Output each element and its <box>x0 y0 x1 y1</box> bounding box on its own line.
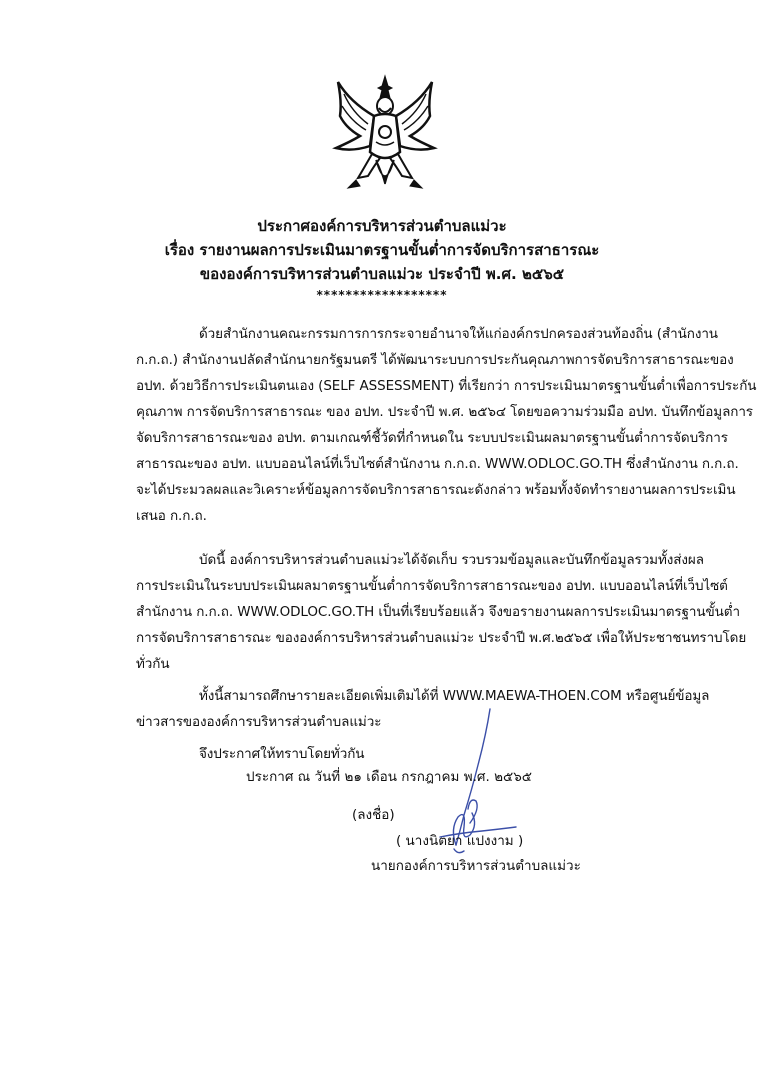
paragraph-line: จะได้ประมวลผลและวิเคราะห์ข้อมูลการจัดบริการสาธารณะดังกล่าว พร้อมทั้งจัดทำรายงานผลการประเมิน <box>136 482 736 498</box>
garuda-emblem-icon <box>330 72 440 202</box>
paragraph-line: การจัดบริการสาธารณะ ขององค์การบริหารส่วนตำบลแม่วะ ประจำปี พ.ศ.๒๕๖๕ เพื่อให้ประชาชนทราบโดย <box>136 630 747 646</box>
announcement-title: ประกาศองค์การบริหารส่วนตำบลแม่วะ <box>257 217 507 235</box>
announcement-date: ประกาศ ณ วันที่ ๒๑ เดือน กรกฎาคม พ.ศ. ๒๕๖๕ <box>246 769 532 785</box>
paragraph-line: บัดนี้ องค์การบริหารส่วนตำบลแม่วะได้จัดเก็บ รวบรวมข้อมูลและบันทึกข้อมูลรวมทั้งส่งผล <box>199 552 704 568</box>
paragraph-line: จัดบริการสาธารณะของ อปท. ตามเกณฑ์ชี้วัดที่กำหนดใน ระบบประเมินผลมาตรฐานขั้นต่ำการจัดบริการ <box>136 430 728 446</box>
paragraph-line: สาธารณะของ อปท. แบบออนไลน์ที่เว็บไซต์สำนักงาน ก.ก.ถ. WWW.ODLOC.GO.TH ซึ่งสำนักงาน ก.ก.ถ. <box>136 456 739 472</box>
paragraph-line: ข่าวสารขององค์การบริหารส่วนตำบลแม่วะ <box>136 714 382 730</box>
header-divider: ****************** <box>316 288 448 302</box>
signatory-position: นายกองค์การบริหารส่วนตำบลแม่วะ <box>371 858 581 874</box>
paragraph-line: คุณภาพ การจัดบริการสาธารณะ ของ อปท. ประจำปี พ.ศ. ๒๕๖๔ โดยขอความร่วมมือ อปท. บันทึกข้อมูลการ <box>136 404 753 420</box>
paragraph-line: ก.ก.ถ.) สำนักงานปลัดสำนักนายกรัฐมนตรี ได้พัฒนาระบบการประกันคุณภาพการจัดบริการสาธารณะของ <box>136 352 734 368</box>
announcement-subject: เรื่อง รายงานผลการประเมินมาตรฐานขั้นต่ำการจัดบริการสาธารณะ <box>164 241 600 259</box>
signed-label: (ลงชื่อ) <box>352 807 395 823</box>
paragraph-line: อปท. ด้วยวิธีการประเมินตนเอง (SELF ASSESSMENT) ที่เรียกว่า การประเมินมาตรฐานขั้นต่ำเพื่อการประกัน <box>136 378 757 394</box>
signatory-name: ( นางนิตยา แปงงาม ) <box>396 833 524 849</box>
paragraph-line: สำนักงาน ก.ก.ถ. WWW.ODLOC.GO.TH เป็นที่เรียบร้อยแล้ว จึงขอรายงานผลการประเมินมาตรฐานขั้นต่ำ <box>136 604 741 620</box>
paragraph-line: เสนอ ก.ก.ถ. <box>136 508 207 524</box>
paragraph-line: การประเมินในระบบประเมินผลมาตรฐานขั้นต่ำการจัดบริการสาธารณะของ อปท. แบบออนไลน์ที่เว็บไซต์ <box>136 578 728 594</box>
closing-statement: จึงประกาศให้ทราบโดยทั่วกัน <box>199 746 365 762</box>
announcement-subject-continued: ขององค์การบริหารส่วนตำบลแม่วะ ประจำปี พ.ศ. ๒๕๖๕ <box>199 265 565 283</box>
paragraph-line: ทั่วกัน <box>136 656 170 672</box>
paragraph-line: ด้วยสำนักงานคณะกรรมการการกระจายอำนาจให้แก่องค์กรปกครองส่วนท้องถิ่น (สำนักงาน <box>199 326 718 342</box>
paragraph-line: ทั้งนี้สามารถศึกษารายละเอียดเพิ่มเติมได้ที่ WWW.MAEWA-THOEN.COM หรือศูนย์ข้อมูล <box>199 688 710 704</box>
